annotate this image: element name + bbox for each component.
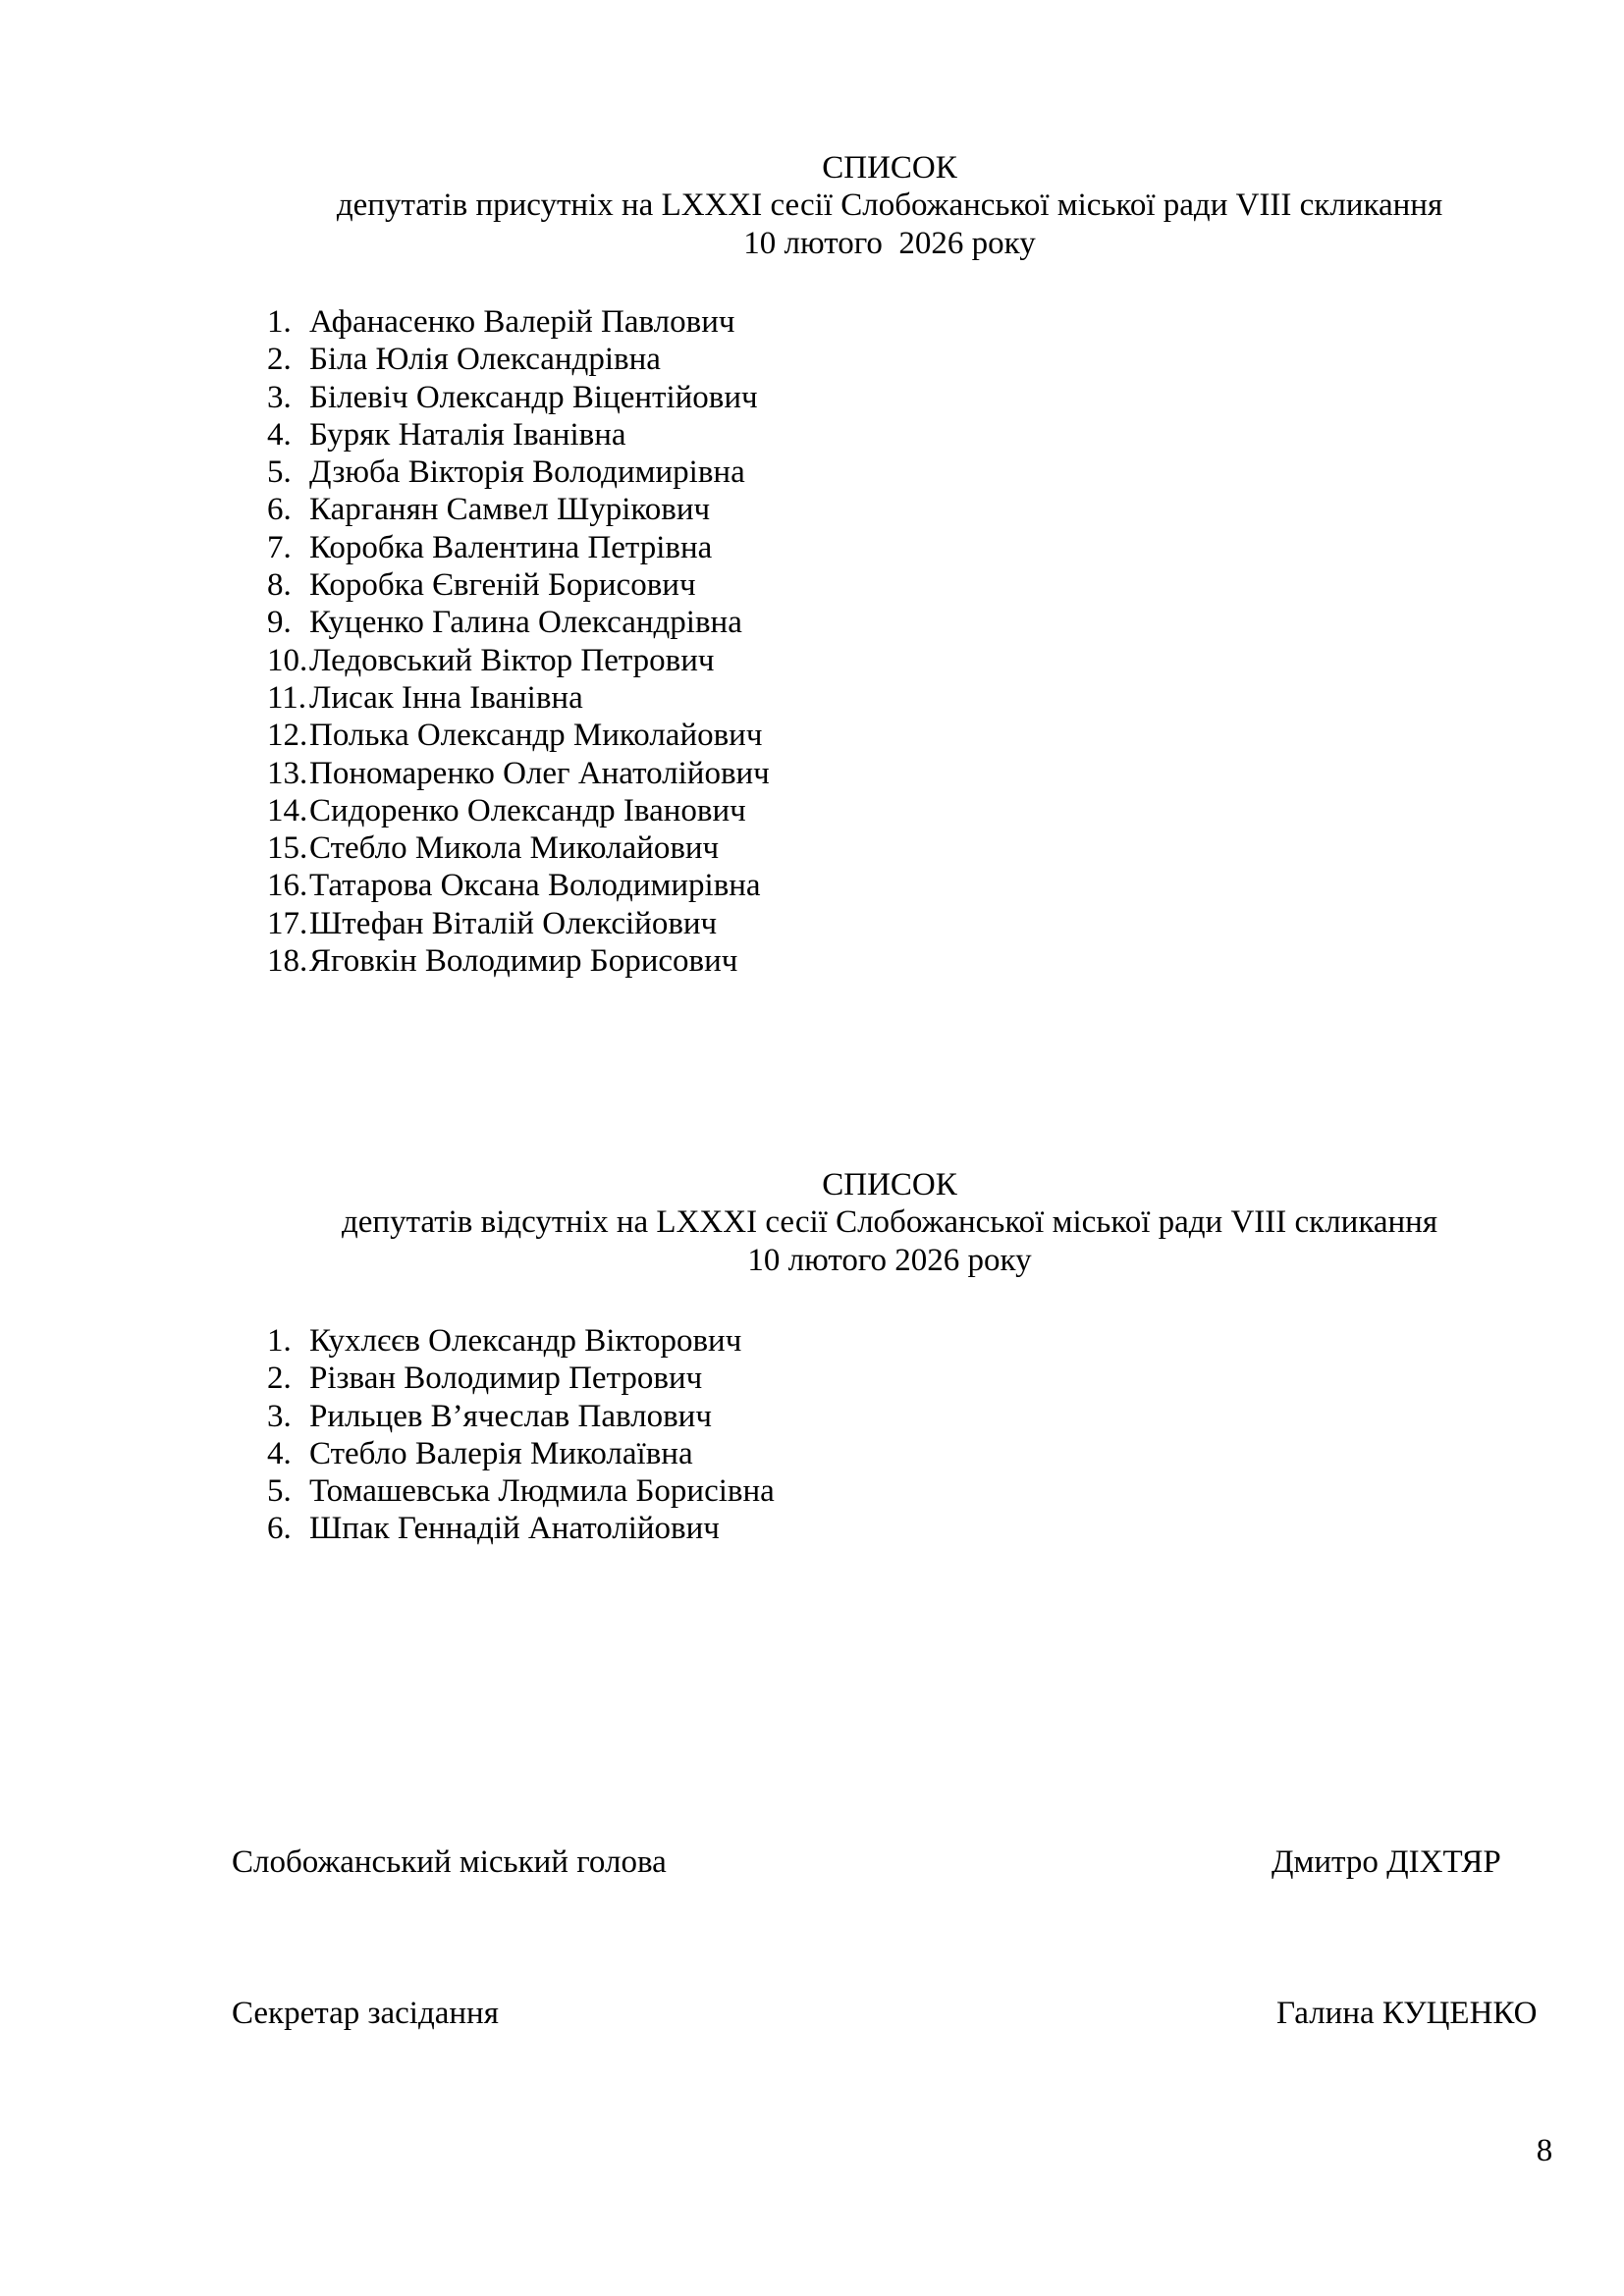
mayor-name: Дмитро ДІХТЯР: [1272, 1844, 1501, 1880]
item-number: 5.: [267, 454, 292, 491]
item-name: Полька Олександр Миколайович: [309, 718, 763, 754]
item-number: 5.: [267, 1473, 292, 1510]
item-name: Пономаренко Олег Анатолійович: [309, 755, 770, 791]
item-name: Шпак Геннадій Анатолійович: [309, 1511, 720, 1547]
absent-title: СПИСОК: [822, 1167, 957, 1202]
item-number: 13.: [267, 755, 308, 791]
item-number: 10.: [267, 642, 308, 678]
present-list-item: [267, 529, 1347, 566]
present-list-item: [267, 792, 1347, 829]
item-name: Кухлєєв Олександр Вікторович: [309, 1323, 742, 1359]
absent-list-item: [267, 1435, 1347, 1472]
page-number: 8: [1536, 2133, 1553, 2168]
item-name: Афанасенко Валерій Павлович: [309, 304, 735, 340]
present-list-item: [267, 454, 1347, 491]
absent-section-heading: [222, 1166, 1557, 1279]
signature-row-mayor: [0, 1843, 1624, 1882]
item-number: 9.: [267, 605, 292, 641]
item-name: Коробка Валентина Петрівна: [309, 529, 713, 565]
absent-subtitle: депутатів відсутніх на LXXXI сесії Слобожанської міської ради VIII скликання: [341, 1204, 1438, 1241]
absent-list-item: [267, 1510, 1347, 1547]
absent-list-item: [267, 1472, 1347, 1510]
present-list-item: [267, 679, 1347, 717]
item-name: Стебло Микола Миколайович: [309, 830, 720, 867]
item-name: Сидоренко Олександр Іванович: [309, 792, 746, 828]
present-subtitle: депутатів присутніх на LXXXI сесії Слобожанської міської ради VIII скликання: [336, 187, 1443, 224]
item-number: 1.: [267, 304, 292, 340]
item-name: Коробка Євгеній Борисович: [309, 567, 696, 604]
secretary-name: Галина КУЦЕНКО: [1276, 1996, 1538, 2031]
present-list-item: [267, 416, 1347, 454]
absent-date-line: 10 лютого 2026 року: [747, 1242, 1032, 1278]
item-name: Ледовський Віктор Петрович: [309, 642, 715, 678]
present-date-line: 10 лютого 2026 року: [743, 225, 1036, 261]
item-number: 7.: [267, 529, 292, 565]
present-list-item: [267, 604, 1347, 641]
item-name: Стебло Валерія Миколаївна: [309, 1435, 693, 1471]
item-name: Рильцев В’ячеслав Павлович: [309, 1398, 712, 1434]
item-name: Карганян Самвел Шурікович: [309, 492, 711, 528]
present-list-item: [267, 379, 1347, 416]
absent-list-item: [267, 1398, 1347, 1435]
present-list-item: [267, 942, 1347, 980]
secretary-role-label: Секретар засідання: [232, 1996, 499, 2031]
item-number: 15.: [267, 830, 308, 867]
item-name: Біла Юлія Олександрівна: [309, 342, 661, 378]
item-number: 17.: [267, 905, 308, 941]
item-number: 6.: [267, 1511, 292, 1547]
item-number: 8.: [267, 567, 292, 604]
mayor-role-label: Слобожанський міський голова: [232, 1844, 667, 1880]
absent-list-item: [267, 1360, 1347, 1397]
absent-list-item: [267, 1322, 1347, 1360]
item-number: 3.: [267, 1398, 292, 1434]
item-number: 14.: [267, 792, 308, 828]
present-list-item: [267, 755, 1347, 792]
present-deputies-list: [267, 303, 1347, 980]
item-name: Яговкін Володимир Борисович: [309, 943, 738, 980]
item-number: 16.: [267, 868, 308, 904]
item-number: 6.: [267, 492, 292, 528]
item-number: 4.: [267, 416, 292, 453]
present-list-item: [267, 717, 1347, 754]
present-list-item: [267, 341, 1347, 378]
absent-deputies-list: [267, 1322, 1347, 1548]
item-name: Білевіч Олександр Віцентійович: [309, 379, 758, 415]
present-list-item: [267, 829, 1347, 867]
present-list-item: [267, 867, 1347, 904]
item-name: Татарова Оксана Володимирівна: [309, 868, 761, 904]
present-list-item: [267, 642, 1347, 679]
present-list-item: [267, 491, 1347, 528]
item-name: Куценко Галина Олександрівна: [309, 605, 742, 641]
item-number: 1.: [267, 1323, 292, 1359]
item-name: Штефан Віталій Олексійович: [309, 905, 718, 941]
present-list-item: [267, 303, 1347, 341]
item-number: 18.: [267, 943, 308, 980]
present-section-heading: [222, 149, 1557, 262]
item-name: Дзюба Вікторія Володимирівна: [309, 454, 745, 491]
present-list-item: [267, 566, 1347, 604]
item-name: Буряк Наталія Іванівна: [309, 416, 626, 453]
present-title: СПИСОК: [822, 150, 957, 186]
item-number: 2.: [267, 1361, 292, 1397]
item-number: 3.: [267, 379, 292, 415]
item-name: Томашевська Людмила Борисівна: [309, 1473, 775, 1510]
item-number: 4.: [267, 1435, 292, 1471]
present-list-item: [267, 905, 1347, 942]
item-number: 12.: [267, 718, 308, 754]
item-number: 2.: [267, 342, 292, 378]
item-name: Лисак Інна Іванівна: [309, 679, 583, 716]
signature-row-secretary: [0, 1995, 1624, 2033]
item-number: 11.: [267, 679, 307, 716]
item-name: Різван Володимир Петрович: [309, 1361, 703, 1397]
